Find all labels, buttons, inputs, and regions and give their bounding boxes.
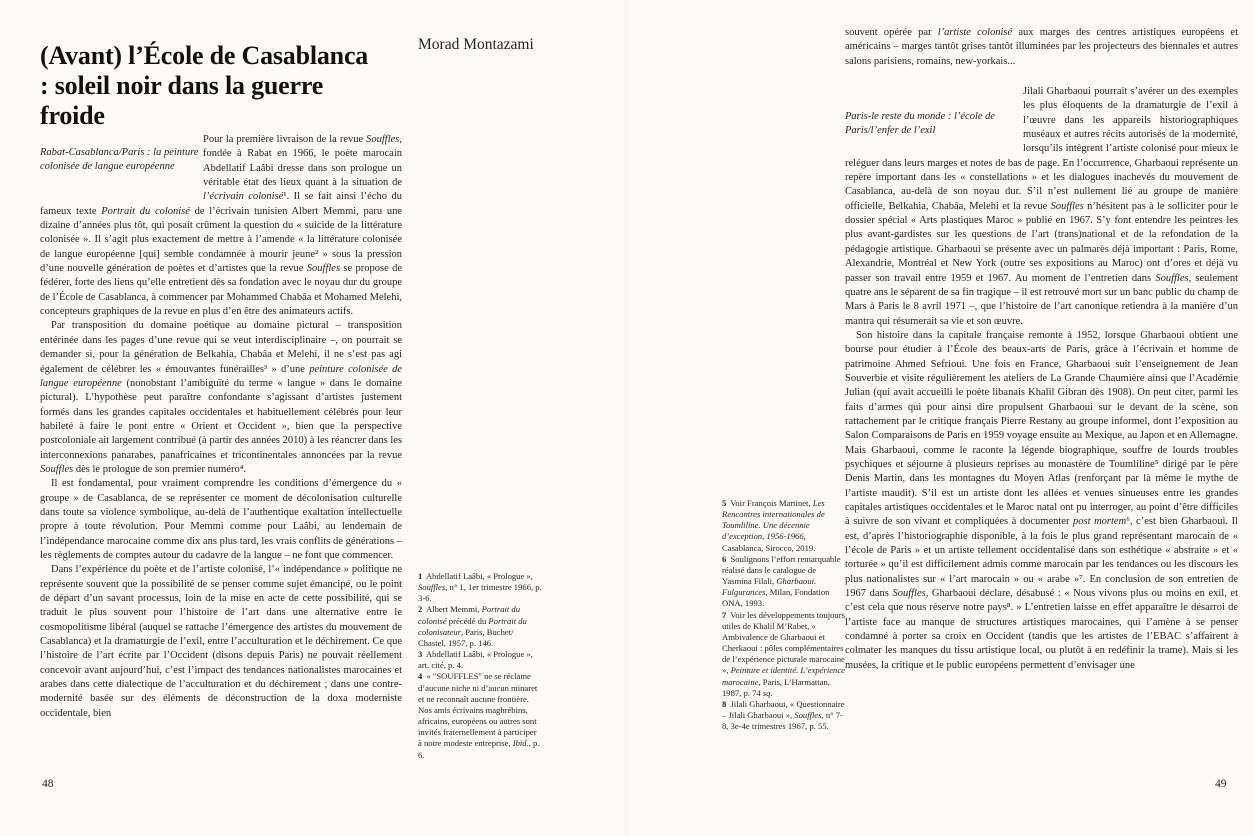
paragraph: Par transposition du domaine poétique au domaine pictural – transposition entérinée dans les pages d’une revue qui se veut interdisciplinaire –, on pourrait se demander si, pour la génération de Belkahia, Chabâa et Melehi, il ne s’est pas agi également de célébrer les « émouvantes funérailles³ » d’une peinture colonisée de langue européenne (nonobstant l’ambiguïté du terme « langue » dans le domaine pictural). L’hypothèse peut paraître confondante s’agissant d’artistes justement formés dans les grandes capitales occidentales et habituellement célébrés pour leur habileté à faire le pont entre « Orient et Occident », bien que la perspective postcoloniale ait largement contribué (à partir des années 2010) à les réancrer dans les interconnexions panarabes, panafricaines et tricontinentales annoncées par la revue Souffles dès le prologue de son premier numéro⁴. xyxy=(40,320,402,475)
footnote: 4 « "SOUFFLES" ne se réclame d’aucune niche ni d’aucun minaret et ne reconnaît aucune frontière. Nos amis écrivains maghrébins, africains, européens ou autres sont invités fraternellement à participer à notre modeste entreprise, Ibid., p. 6. xyxy=(418,671,540,760)
margin-note xyxy=(845,110,1023,143)
footnote: 6 Soulignons l’effort remarquable réalisé dans le catalogue de Yasmina Filali, Gharbaoui. Fulgurances, Milan, Fondation ONA, 1993. xyxy=(722,553,841,609)
footnote-number: 5 xyxy=(722,498,727,508)
left-page-body xyxy=(40,133,402,721)
footnote: 2 Albert Memmi, Portrait du colonisé précédé du Portrait du colonisateur, Paris, Buchet/ Chastel, 1957, p. 146. xyxy=(418,604,527,648)
paragraph: Dans l’expérience du poète et de l’artiste colonisé, l’« indépendance » politique ne représente souvent que la possibilité de se penser comme sujet émancipé, ou le point de départ d’un savant processus, loin de la mise en acte de cette possibilité, qui se traduit le plus souvent pour l’histoire de l’art dans une alternative entre le cosmopolitisme libéral (auquel se rattache l’émergence des artistes du mouvement de Casablanca) et la dramaturgie de l’exil, entre l’acculturation et le déchirement. Ce que l’histoire de l’art écrite par l’Occident (disons depuis Paris) ne pouvait réellement concevoir avant aujourd’hui, c’est l’impact des tendances nationalistes marocaines et arabes dans cette dialectique de l’acculturation et du déchirement ; dans une contre-modernité basée sur des éléments de déconstruction de la doxa moderniste occidentale, bien xyxy=(40,564,402,719)
paragraph-text: Pour la première livraison de la revue Souffles, fondée à Rabat en 1966, le poète marocain Abdellatif Laâbi dresse dans son prologue un véritable état des lieux quant à la situation de l’écrivain colonisé¹. Il se fait ainsi l’écho du fameux texte Portrait du colonisé de l’écrivain tunisien Albert Memmi, paru une dizaine d’années plus tôt, qui posait crûment la question du « suicide de la littérature colonisée ». Il s’agit plus exactement de mettre à l’amende « la littérature colonisée de langue européenne [qui] semble condamnée à mourir jeune² » sous la pression d’une nouvelle génération de poètes et d’artistes que la revue Souffles se propose de fédérer, forte des liens qu’elle entretient dès sa fondation avec le noyau dur du groupe de l’École de Casablanca, à commencer par Mohammed Chabâa et Mohamed Melehi, concepteurs graphiques de la revue en plus d’en être des animateurs actifs. xyxy=(40,134,402,318)
margin-note xyxy=(40,146,203,193)
page-number-right: 49 xyxy=(1215,778,1227,790)
footnote-number: 4 xyxy=(418,671,423,682)
footnote-number: 1 xyxy=(418,571,423,581)
footnote-number: 3 xyxy=(418,649,423,660)
footnote: 3 Abdellatif Laâbi, « Prologue », art. cité, p. 4. xyxy=(418,649,533,671)
footnote-number: 8 xyxy=(722,698,727,709)
author-name: Morad Montazami xyxy=(418,36,534,53)
footnote-number: 6 xyxy=(722,553,727,564)
footnote: 1 Abdellatif Laâbi, « Prologue », Souffles, n° 1, 1er trimestre 1966, p. 3-6. xyxy=(418,571,542,604)
paragraph: Il est fondamental, pour vraiment comprendre les conditions d’émergence du « groupe » de Casablanca, de se représenter ce moment de décolonisation culturelle dans toute sa violence symbolique, au-delà de l’authentique exaltation intellectuelle propre à toute révolution. Pour Memmi comme pour Laâbi, au lendemain de l’indépendance marocaine comme dix ans plus tard, les vrais conflits de générations – les règlements de comptes autour du cadavre de la langue – ne font que commencer. xyxy=(40,478,402,561)
paragraph: Son histoire dans la capitale française remonte à 1952, lorsque Gharbaoui obtient une bourse pour étudier à l’École des beaux-arts de Paris, grâce à l’écrivain et homme de patrimoine Ahmed Sefrioui. Une fois en France, Gharbaoui suit l’enseignement de Jean Souverbie et visite régulièrement les ateliers de La Grande Chaumière ainsi que l’Académie Julian (qui avait accueilli le poète libanais Khalil Gibran dès 1908). On peut citer, parmi les faits d’armes qui pour ainsi dire propulsent Gharbaoui sur le devant de la scène, son rattachement par le critique français Pierre Restany au groupe informel, dont l’exposition au Salon Comparaisons de Paris en 1959 voyage ensuite au Mexique, au Japon et en Allemagne. Mais Gharbaoui, comme le raconte la légende biographique, souffre de lourds troubles psychiques et séjourne à plusieurs reprises au monastère de Toumliline⁵ dirigé par le père Denis Martin, dans les montagnes du Moyen Atlas (renforçant par là même le mythe de l’artiste maudit). S’il est un artiste dont les allées et venues sinueuses entre les grandes capitales artistiques occidentales et le Maroc natal ont pu interroger, au point d’être difficiles à suivre de son vivant et compliquées à documenter post mortem⁶, c’est bien Gharbaoui. Il est, d’après l’historiographie disponible, à la fois le plus grand représentant marocain de « l’école de Paris » et un artiste tellement occidentalisé dans son esthétique « abstraite » et « torturée » qu’il est difficilement admis comme marocain par les tendances ou les discours les plus nationalistes sur « l’art marocain » ou « arabe »⁷. En conclusion de son entretien de 1967 dans Souffles, Gharbaoui déclare, désabusé : « Nous vivons plus ou moins en exil, et c’est cela que nous réserve notre pays⁸. » L’entretien laisse en effet apparaître le désarroi de l’artiste face au manque de structures artistiques marocaines, qui l’amène à se penser condamné à porter sa croix en Occident (tandis que les artistes de l’EBAC s’affairent à colmater les manques du tissu artistique local, ou plutôt à en redéfinir la trame). Mais si les musées, la critique et le public européens permettent d’envisager une xyxy=(845,329,1239,671)
margin-note-text: Rabat-Casablanca/Paris : la peinture colonisée de langue européenne xyxy=(40,147,199,173)
right-page-footnotes xyxy=(722,498,846,732)
page-number-left: 48 xyxy=(42,778,54,790)
paragraph: souvent opérée par l’artiste colonisé aux marges des centres artistiques européens et américains – marges tantôt grises tantôt illuminées par les projecteurs des biennales et autres salons parisiens, romains, new-yorkais... xyxy=(845,27,1238,67)
paragraph-list xyxy=(40,319,402,721)
footnote-number: 2 xyxy=(418,604,423,615)
paragraph xyxy=(40,133,402,319)
right-page-body xyxy=(845,26,1238,673)
footnote: 5 Voir François Martinet, Les Rencontres internationales de Toumliline. Une décennie d’exception, 1956-1966, Casablanca, Sirocco, 2019. xyxy=(722,498,825,553)
page-title: (Avant) l’École de Casablanca : soleil noir dans la guerre froide xyxy=(40,41,369,131)
paragraph xyxy=(845,85,1238,329)
page-gutter xyxy=(622,0,632,836)
paragraph-text: Jilali Gharbaoui pourrait s’avérer un des exemples les plus éloquents de la dramaturgie de l’exil à l’œuvre dans les appareils historiographiques muséaux et autres récits autorisés de la modernité, lorsqu’ils intègrent l’artiste colonisé pour mieux le reléguer dans leurs marges et notes de bas de page. En l’occurrence, Gharbaoui représente un repère important dans les « constellations » et les dialogues inachevés du mouvement de Casablanca, au-delà de son noyau dur. S’il n’est nullement lié au groupe de manière officielle, Belkahia, Chabâa, Melehi et la revue Souffles n’hésitent pas à le solliciter pour le dossier spécial « Arts plastiques Maroc » publié en 1967. S’y font entendre les peintres les plus avant-gardistes sur les questions de l’art (trans)national et de la refondation de la pédagogie artistique. Gharbaoui se présente avec un palmarès déjà important : Paris, Rome, Alexandrie, Montréal et New York (outre ses expositions au Maroc) ont d’ores et déjà vu passer son travail entre 1959 et 1967. Au moment de l’entretien dans Souffles, seulement quatre ans le séparent de sa fin tragique – il est retrouvé mort sur un banc public du champ de Mars à Paris le 8 avril 1971 –, que l’histoire de l’art canonique retiendra à la manière d’un mantra qui résumerait sa vie et son œuvre. xyxy=(845,86,1238,327)
footnote: 7 Voir les développements toujours utiles de Khalil M’Rabet, « Ambivalence de Gharbaoui et Cherkaoui : pôles complémentaires de l’expérience picturale marocaine », Peinture et identité. L’expérience marocaine, Paris, L’Harmattan, 1987, p. 74 sq. xyxy=(722,609,845,698)
paragraph-list xyxy=(845,329,1238,673)
left-page-footnotes xyxy=(418,571,542,761)
margin-note-text: Paris-le reste du monde : l’école de Paris/l’enfer de l’exil xyxy=(845,111,996,137)
footnote-number: 7 xyxy=(722,609,727,620)
footnote: 8 Jilali Gharbaoui, « Questionnaire – Jilali Gharbaoui », Souffles, n° 7-8, 3e-4e trimestres 1967, p. 55. xyxy=(722,698,845,732)
